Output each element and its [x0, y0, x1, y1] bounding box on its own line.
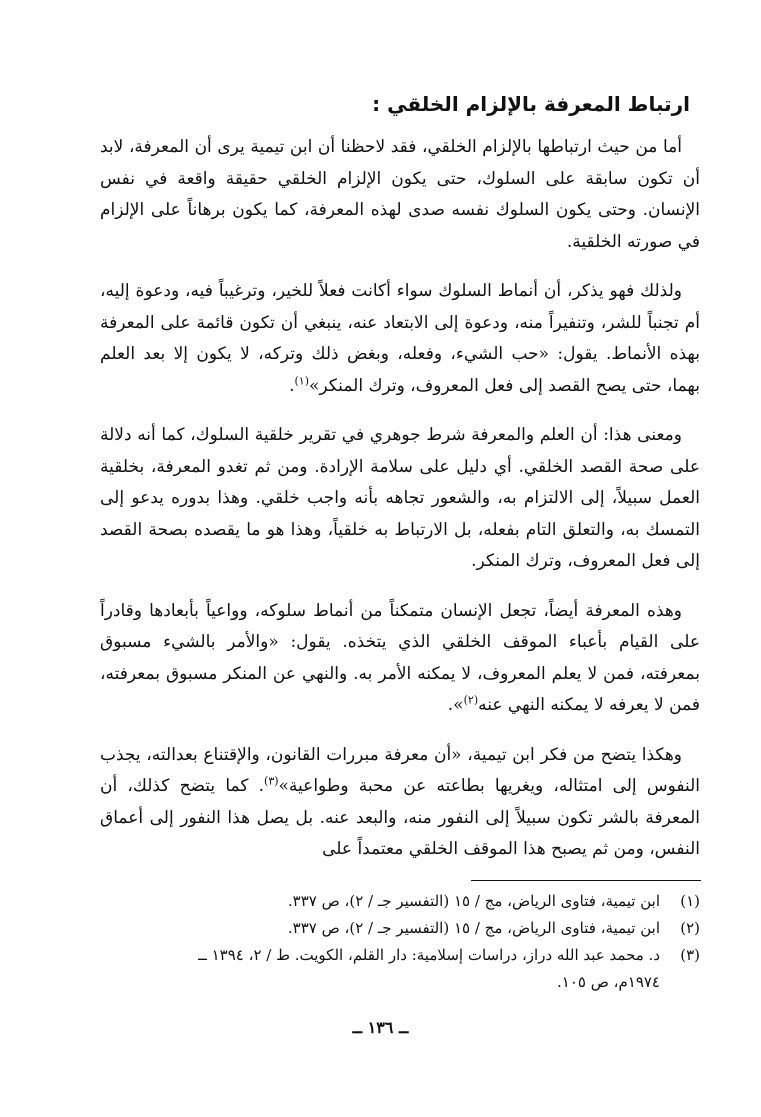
footnote-text: د. محمد عبد الله دراز، دراسات إسلامية: دار القلم، الكويت. ط / ٢، ١٣٩٤ ــ — [198, 946, 660, 964]
footnote-item — [100, 942, 700, 969]
footnotes — [100, 888, 700, 996]
paragraph — [100, 276, 700, 402]
paragraph-text: أما من حيث ارتباطها بالإلزام الخلقي، فقد لاحظنا أن ابن تيمية يرى أن المعرفة، لابد أن تكون سابقة على السلوك، حتى يكون الإلزام الخلقي حقيقة واقعة في نفس الإنسان. وحتى يكون السلوك نفسه صدى لهذه المعرفة، كما يكون برهاناً على الإلزام في صورته الخلقية. — [100, 137, 700, 252]
paragraph-text: ومعنى هذا: أن العلم والمعرفة شرط جوهري في تقرير خلقية السلوك، كما أنه دلالة على صحة القصد الخلقي. أي دليل على سلامة الإرادة. ومن ثم تغدو المعرفة، بخلقية العمل سبيلاً، إلى الالتزام به، والشعور تجاهه بأنه واجب خلقي. وهذا بدوره يدعو إلى التمسك به، والتعلق التام بفعله، بل الارتباط به خلقياً، وهذا هو ما يقصده بصحة القصد إلى فعل المعروف، وترك المنكر. — [100, 425, 700, 571]
footnote-reference[interactable]: (٢) — [463, 693, 479, 707]
footnote-reference[interactable]: (٣) — [264, 774, 279, 788]
main-text — [100, 86, 700, 884]
footnote-continuation: ١٩٧٤م، ص ١٠٥. — [557, 973, 660, 991]
paragraph-tail: . كما يتضح كذلك، أن المعرفة بالشر تكون سبيلاً إلى النفور منه، والبعد عنه. بل يصل هذا النفور إلى أعماق النفس، ومن ثم يصبح هذا الموقف الخلقي معتمداً على — [100, 776, 700, 859]
footnote-item — [100, 915, 700, 942]
footnote-reference[interactable]: (١) — [294, 373, 310, 387]
footnote-number: (١) — [680, 892, 700, 910]
footnote-number: (٣) — [680, 946, 700, 964]
paragraph-text: وهكذا يتضح من فكر ابن تيمية، «أن معرفة مبررات القانون، والإقتناع بعدالته، يجذب النفوس إلى امتثاله، ويغريها بطاعته عن محبة وطواعية» — [100, 744, 701, 796]
paragraph — [100, 420, 700, 578]
page-number: ــ ١٣٦ ــ — [352, 1018, 409, 1037]
footnote-number: (٢) — [680, 919, 700, 937]
paragraph — [100, 740, 700, 866]
paragraph-tail: . — [289, 375, 295, 396]
footnote-divider — [471, 880, 701, 881]
paragraph — [100, 132, 700, 258]
paragraph — [100, 596, 700, 722]
footnote-text: ابن تيمية، فتاوى الرياض، مج / ١٥ (التفسير جـ / ٢)، ص ٣٣٧. — [287, 892, 660, 910]
paragraph-text: وهذه المعرفة أيضاً، تجعل الإنسان متمكناً من أنماط سلوكه، وواعياً بأبعادها وقادراً على القيام بأعباء الموقف الخلقي الذي يتخذه. يقول: «والأمر بالشيء مسبوق بمعرفته، فمن لا يعلم المعروف، لا يمكنه الأمر به. والنهي عن المنكر مسبوق بمعرفته، فمن لا يعرفه لا يمكنه النهي عنه — [100, 600, 700, 715]
paragraph-text: ولذلك فهو يذكر، أن أنماط السلوك سواء أكانت فعلاً للخير، وترغيباً فيه، ودعوة إليه، أم تجنباً للشر، وتنفيراً منه، ودعوة إلى الابتعاد عنه، ينبغي أن تكون قائمة على المعرفة بهذه الأنماط. يقول: «حب الشيء، وفعله، وبغض ذلك وتركه، لا يكون إلا بعد العلم بهما، حتى يصح القصد إلى فعل المعروف، وترك المنكر» — [100, 281, 700, 396]
footnote-text: ابن تيمية، فتاوى الرياض، مج / ١٥ (التفسير جـ / ٢)، ص ٣٣٧. — [287, 919, 660, 937]
footnote-item — [100, 888, 700, 915]
section-heading: ارتباط المعرفة بالإلزام الخلقي : — [372, 92, 690, 116]
paragraph-tail: ». — [447, 695, 464, 715]
